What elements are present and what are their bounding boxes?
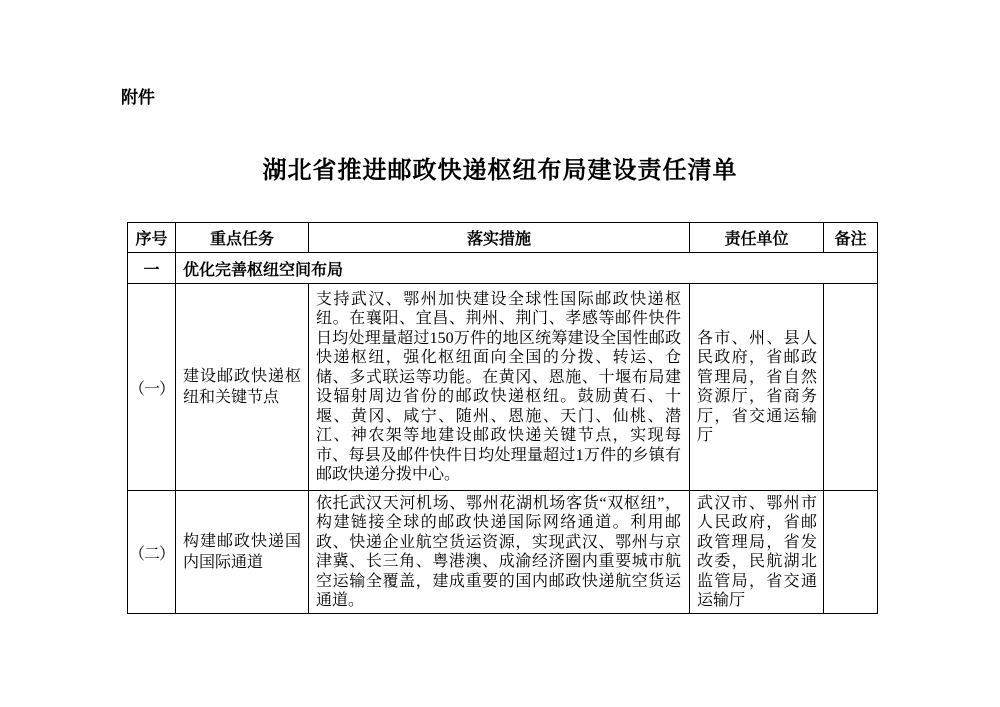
table-header-row <box>128 223 878 253</box>
section-row <box>128 253 878 284</box>
row-responsible-cell: 武汉市、鄂州市人民政府，省邮政管理局，省发改委，民航湖北监管局，省交通运输厅 <box>690 491 824 614</box>
table-row <box>128 284 878 491</box>
row-measures-cell: 依托武汉天河机场、鄂州花湖机场客货“双枢纽”，构建链接全球的邮政快递国际网络通道。利用邮政、快递企业航空货运资源，实现武汉、鄂州与京津冀、长三角、粤港澳、成渝经济圈内重要城市航空运输全覆盖，建成重要的国内邮政快递航空货运通道。 <box>309 491 690 614</box>
row-task-cell: 构建邮政快递国内国际通道 <box>176 491 309 614</box>
section-index-cell: 一 <box>128 253 176 284</box>
attachment-label: 附件 <box>121 88 155 107</box>
row-index-cell: （二） <box>128 491 176 614</box>
header-cell-task: 重点任务 <box>176 223 309 253</box>
header-cell-serial: 序号 <box>128 223 176 253</box>
row-measures-cell: 支持武汉、鄂州加快建设全球性国际邮政快递枢纽。在襄阳、宜昌、荆州、荆门、孝感等邮件快件日均处理量超过150万件的地区统筹建设全国性邮政快递枢纽，强化枢纽面向全国的分拨、转运、仓储、多式联运等功能。在黄冈、恩施、十堰布局建设辐射周边省份的邮政快递枢纽。鼓励黄石、十堰、黄冈、咸宁、随州、恩施、天门、仙桃、潜江、神农架等地建设邮政快递关键节点，实现每市、每县及邮件快件日均处理量超过1万件的乡镇有邮政快递分拨中心。 <box>309 284 690 491</box>
row-index-cell: （一） <box>128 284 176 491</box>
row-task-cell: 建设邮政快递枢纽和关键节点 <box>176 284 309 491</box>
row-remarks-cell <box>824 491 878 614</box>
header-cell-responsible: 责任单位 <box>690 223 824 253</box>
page-title: 湖北省推进邮政快递枢纽布局建设责任清单 <box>262 158 738 184</box>
header-cell-measures: 落实措施 <box>309 223 690 253</box>
section-title-cell: 优化完善枢纽空间布局 <box>176 253 878 284</box>
responsibility-table <box>127 222 878 614</box>
header-cell-remarks: 备注 <box>824 223 878 253</box>
table-row <box>128 491 878 614</box>
row-remarks-cell <box>824 284 878 491</box>
row-responsible-cell: 各市、州、县人民政府，省邮政管理局，省自然资源厅，省商务厅，省交通运输厅 <box>690 284 824 491</box>
